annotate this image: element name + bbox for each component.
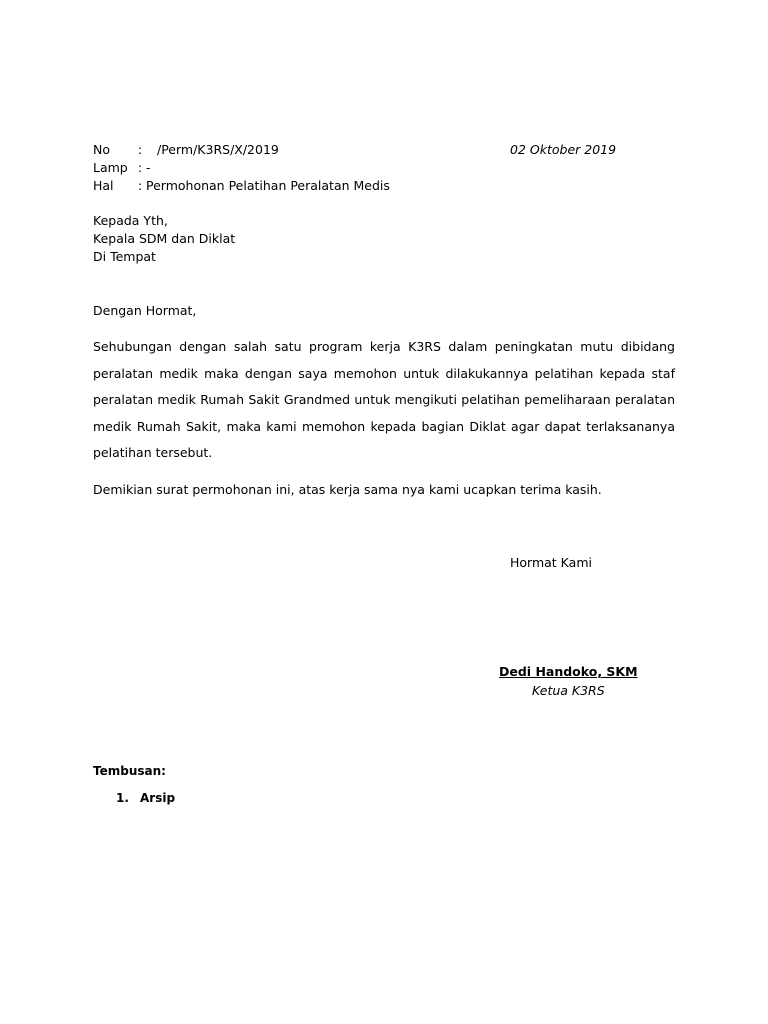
lamp-label: Lamp [93, 160, 128, 175]
closing-text: Hormat Kami [510, 555, 592, 570]
lamp-colon: : [138, 160, 143, 175]
no-value: /Perm/K3RS/X/2019 [157, 142, 279, 157]
body-paragraph-1: Sehubungan dengan salah satu program kerja K3RS dalam peningkatan mutu dibidang peralatan medik maka dengan saya memohon untuk dilakukannya pelatihan kepada staf peralatan medik Rumah Sakit Grandmed untuk mengikuti pelatihan pemeliharaan peralatan medik Rumah Sakit, maka kami memohon kepada bagian Diklat agar dapat terlaksananya pelatihan tersebut. [93, 339, 675, 460]
no-colon: : [138, 142, 143, 157]
tembusan-label: Tembusan: [93, 764, 166, 778]
hal-colon: : [138, 178, 143, 193]
hal-label: Hal [93, 178, 114, 193]
no-label: No [93, 142, 110, 157]
hal-value: Permohonan Pelatihan Peralatan Medis [146, 178, 390, 193]
recipient-line3: Di Tempat [93, 249, 156, 264]
tembusan-item: Arsip [140, 791, 176, 805]
signatory-name: Dedi Handoko, SKM [499, 664, 638, 679]
recipient-line1: Kepada Yth, [93, 213, 168, 228]
tembusan-item-number: 1. [116, 791, 129, 805]
recipient-line2: Kepala SDM dan Diklat [93, 231, 236, 246]
letter-date: 02 Oktober 2019 [510, 142, 617, 157]
lamp-value: - [146, 160, 151, 175]
body-paragraph-2: Demikian surat permohonan ini, atas kerja sama nya kami ucapkan terima kasih. [93, 482, 602, 497]
signatory-title: Ketua K3RS [532, 683, 605, 698]
greeting: Dengan Hormat, [93, 303, 197, 318]
